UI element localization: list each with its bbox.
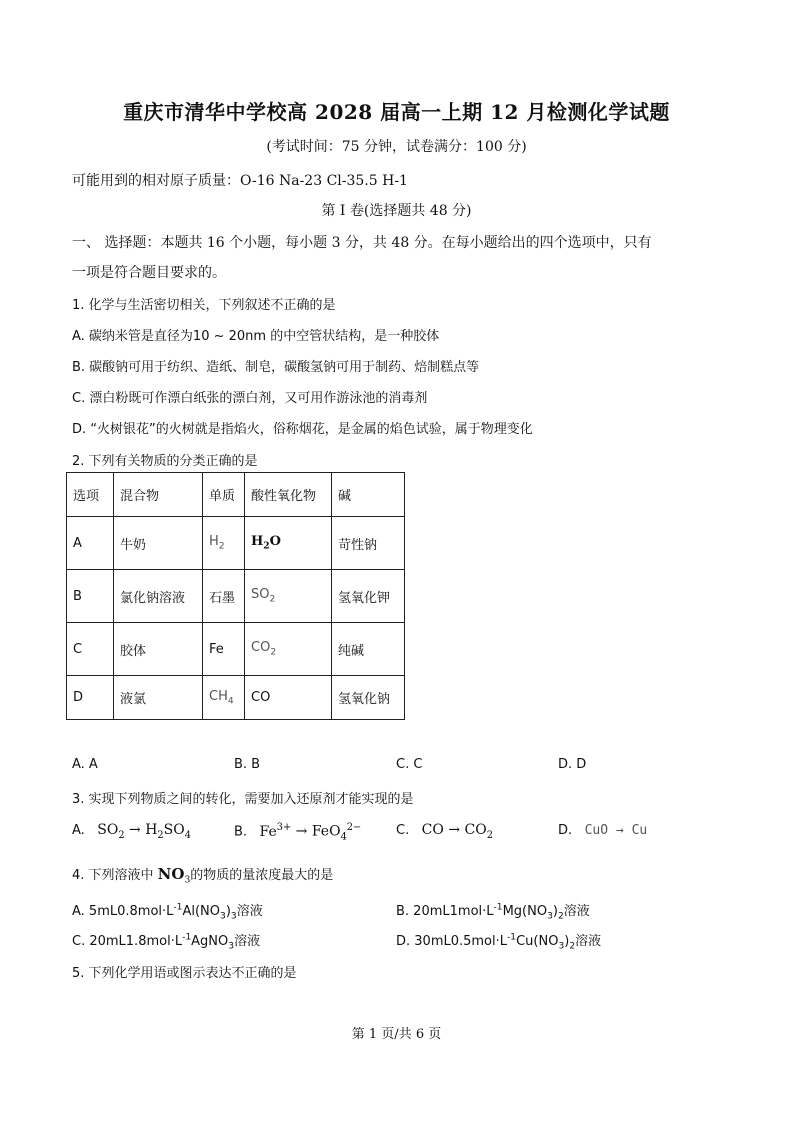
table-header-cell: 单质 — [203, 473, 245, 517]
section-heading: 第 I 卷(选择题共 48 分) — [321, 203, 472, 219]
table-cell: A — [67, 517, 114, 570]
option-label: A. — [72, 823, 85, 838]
formula-so: SO — [251, 587, 270, 603]
option-text: Cu(NO — [516, 934, 559, 949]
q1-option-d: D. “火树银花”的火树就是指焰火，俗称烟花，是金属的焰色试验，属于物理变化 — [72, 422, 533, 437]
exam-title: 重庆市清华中学校高 2028 届高一上期 12 月检测化学试题 — [123, 100, 670, 124]
arrow-icon: → — [129, 822, 141, 838]
table-row — [67, 517, 405, 570]
formula-h: H — [209, 534, 219, 550]
table-row — [67, 676, 405, 720]
q4-stem-post: 的物质的量浓度最大的是 — [190, 868, 334, 883]
q1-option-c: C. 漂白粉既可作漂白纸张的漂白剂，又可用作游泳池的消毒剂 — [72, 391, 428, 406]
table-header-cell: 选项 — [67, 473, 114, 517]
q3-option-b — [234, 822, 361, 842]
table-cell — [245, 570, 332, 623]
option-text: ) — [552, 904, 558, 919]
option-label: C. — [396, 823, 410, 838]
q4-stem — [72, 864, 333, 886]
formula-ch: CH — [209, 688, 228, 704]
q2-option-a: A. A — [72, 757, 98, 772]
table-cell: CO — [245, 676, 332, 720]
q1-option-a: A. 碳纳米管是直径为10 ~ 20nm 的中空管状结构，是一种胶体 — [72, 329, 440, 344]
q5-stem: 5. 下列化学用语或图示表达不正确的是 — [72, 966, 297, 981]
section-intro-line1: 一、 选择题：本题共 16 个小题，每小题 3 分，共 48 分。在每小题给出的四个选项中，只有 — [72, 235, 652, 251]
option-text: Al(NO — [182, 904, 221, 919]
q4-option-a — [72, 900, 263, 922]
formula-sup: -1 — [507, 932, 517, 943]
formula: SO — [163, 822, 185, 838]
q3-option-d — [558, 822, 647, 838]
formula-sup: 3+ — [276, 822, 292, 833]
q3-option-c — [396, 822, 493, 841]
q1-stem: 1. 化学与生活密切相关，下列叙述不正确的是 — [72, 298, 336, 313]
table-cell: C — [67, 623, 114, 676]
formula-sub: 2 — [569, 941, 576, 952]
formula-sub: 2 — [263, 540, 270, 552]
q3-option-a — [72, 822, 191, 841]
formula-sub: 4 — [340, 831, 347, 843]
page-number: 第 1 页/共 6 页 — [351, 1027, 442, 1042]
option-label: D. — [558, 823, 573, 838]
table-cell — [203, 517, 245, 570]
table-cell: 牛奶 — [114, 517, 203, 570]
option-text: 溶液 — [234, 934, 261, 949]
formula-sub: 2 — [157, 829, 164, 841]
table-cell: Fe — [203, 623, 245, 676]
formula-sub: 3 — [547, 911, 553, 922]
formula-sub: 4 — [184, 829, 191, 841]
formula-sub: 2 — [557, 911, 564, 922]
formula-h: H — [251, 534, 264, 550]
option-text: A. 5mL0.8mol·L — [72, 904, 174, 919]
table-header-cell: 混合物 — [114, 473, 203, 517]
formula-sub: 3 — [220, 911, 226, 922]
formula-sub: 3 — [558, 941, 565, 952]
formula-sub: 4 — [227, 696, 234, 707]
classification-table — [66, 472, 405, 720]
table-cell: 液氯 — [114, 676, 203, 720]
q4-stem-pre: 4. 下列溶液中 — [72, 868, 158, 883]
nitrate-formula: NO — [157, 865, 185, 883]
formula-sub: 3 — [184, 875, 191, 886]
table-header-cell: 碱 — [332, 473, 405, 517]
table-header-row — [67, 473, 405, 517]
section-intro-line2: 一项是符合题目要求的。 — [72, 265, 226, 281]
option-text: AgNO — [191, 934, 229, 949]
table-cell: B — [67, 570, 114, 623]
q4-option-b — [396, 900, 590, 922]
formula-sup: -1 — [173, 902, 183, 913]
table-cell: 胶体 — [114, 623, 203, 676]
option-text: 溶液 — [563, 904, 590, 919]
table-cell: D — [67, 676, 114, 720]
formula: Fe — [259, 823, 277, 840]
formula-sub: 2 — [269, 594, 276, 605]
formula-sup: -1 — [182, 932, 192, 943]
formula: CO — [464, 822, 487, 838]
formula-sub: 2 — [218, 541, 225, 552]
arrow-icon: → — [295, 823, 308, 840]
formula: CuO → Cu — [584, 823, 648, 838]
option-text: ) — [225, 904, 231, 919]
table-cell: 石墨 — [203, 570, 245, 623]
q4-option-d — [396, 930, 601, 952]
formula-sub: 3 — [230, 911, 237, 922]
arrow-icon: → — [448, 822, 461, 838]
option-text: 溶液 — [575, 934, 602, 949]
q2-stem: 2. 下列有关物质的分类正确的是 — [72, 454, 258, 469]
formula-sub: 2 — [486, 829, 493, 841]
q2-option-c: C. C — [396, 757, 423, 772]
table-row — [67, 570, 405, 623]
option-text: 溶液 — [236, 904, 263, 919]
table-cell: 纯碱 — [332, 623, 405, 676]
table-cell — [245, 517, 332, 570]
formula-sub: 3 — [228, 941, 235, 952]
formula: H — [145, 822, 158, 838]
option-text: D. 30mL0.5mol·L — [396, 934, 508, 949]
option-label: B. — [234, 824, 248, 840]
exam-subtitle: (考试时间：75 分钟，试卷满分：100 分) — [266, 139, 527, 155]
table-cell: 氢氧化钾 — [332, 570, 405, 623]
formula: SO — [97, 822, 119, 838]
option-text: ) — [564, 934, 570, 949]
table-cell: 苛性钠 — [332, 517, 405, 570]
q3-stem: 3. 实现下列物质之间的转化，需要加入还原剂才能实现的是 — [72, 792, 414, 807]
table-cell — [245, 623, 332, 676]
option-text: C. 20mL1.8mol·L — [72, 934, 183, 949]
q4-option-c — [72, 930, 260, 952]
table-row — [67, 623, 405, 676]
formula-o: O — [269, 534, 281, 550]
q1-option-b: B. 碳酸钠可用于纺织、造纸、制皂，碳酸氢钠可用于制药、焙制糕点等 — [72, 360, 480, 375]
formula-co: CO — [251, 640, 271, 656]
atomic-masses: 可能用到的相对原子质量：O-16 Na-23 Cl-35.5 H-1 — [72, 173, 408, 189]
q2-option-d: D. D — [558, 757, 587, 772]
option-text: Mg(NO — [502, 904, 548, 919]
formula: FeO — [311, 823, 341, 840]
formula-sup: 2− — [346, 822, 362, 833]
formula: CO — [421, 822, 444, 838]
option-text: B. 20mL1mol·L — [396, 904, 494, 919]
q2-option-b: B. B — [234, 757, 261, 772]
table-cell — [203, 676, 245, 720]
table-header-cell: 酸性氧化物 — [245, 473, 332, 517]
table-cell: 氯化钠溶液 — [114, 570, 203, 623]
table-cell: 氢氧化钠 — [332, 676, 405, 720]
formula-sub: 2 — [270, 647, 277, 658]
formula-sub: 2 — [118, 829, 125, 841]
formula-sup: -1 — [493, 902, 503, 913]
